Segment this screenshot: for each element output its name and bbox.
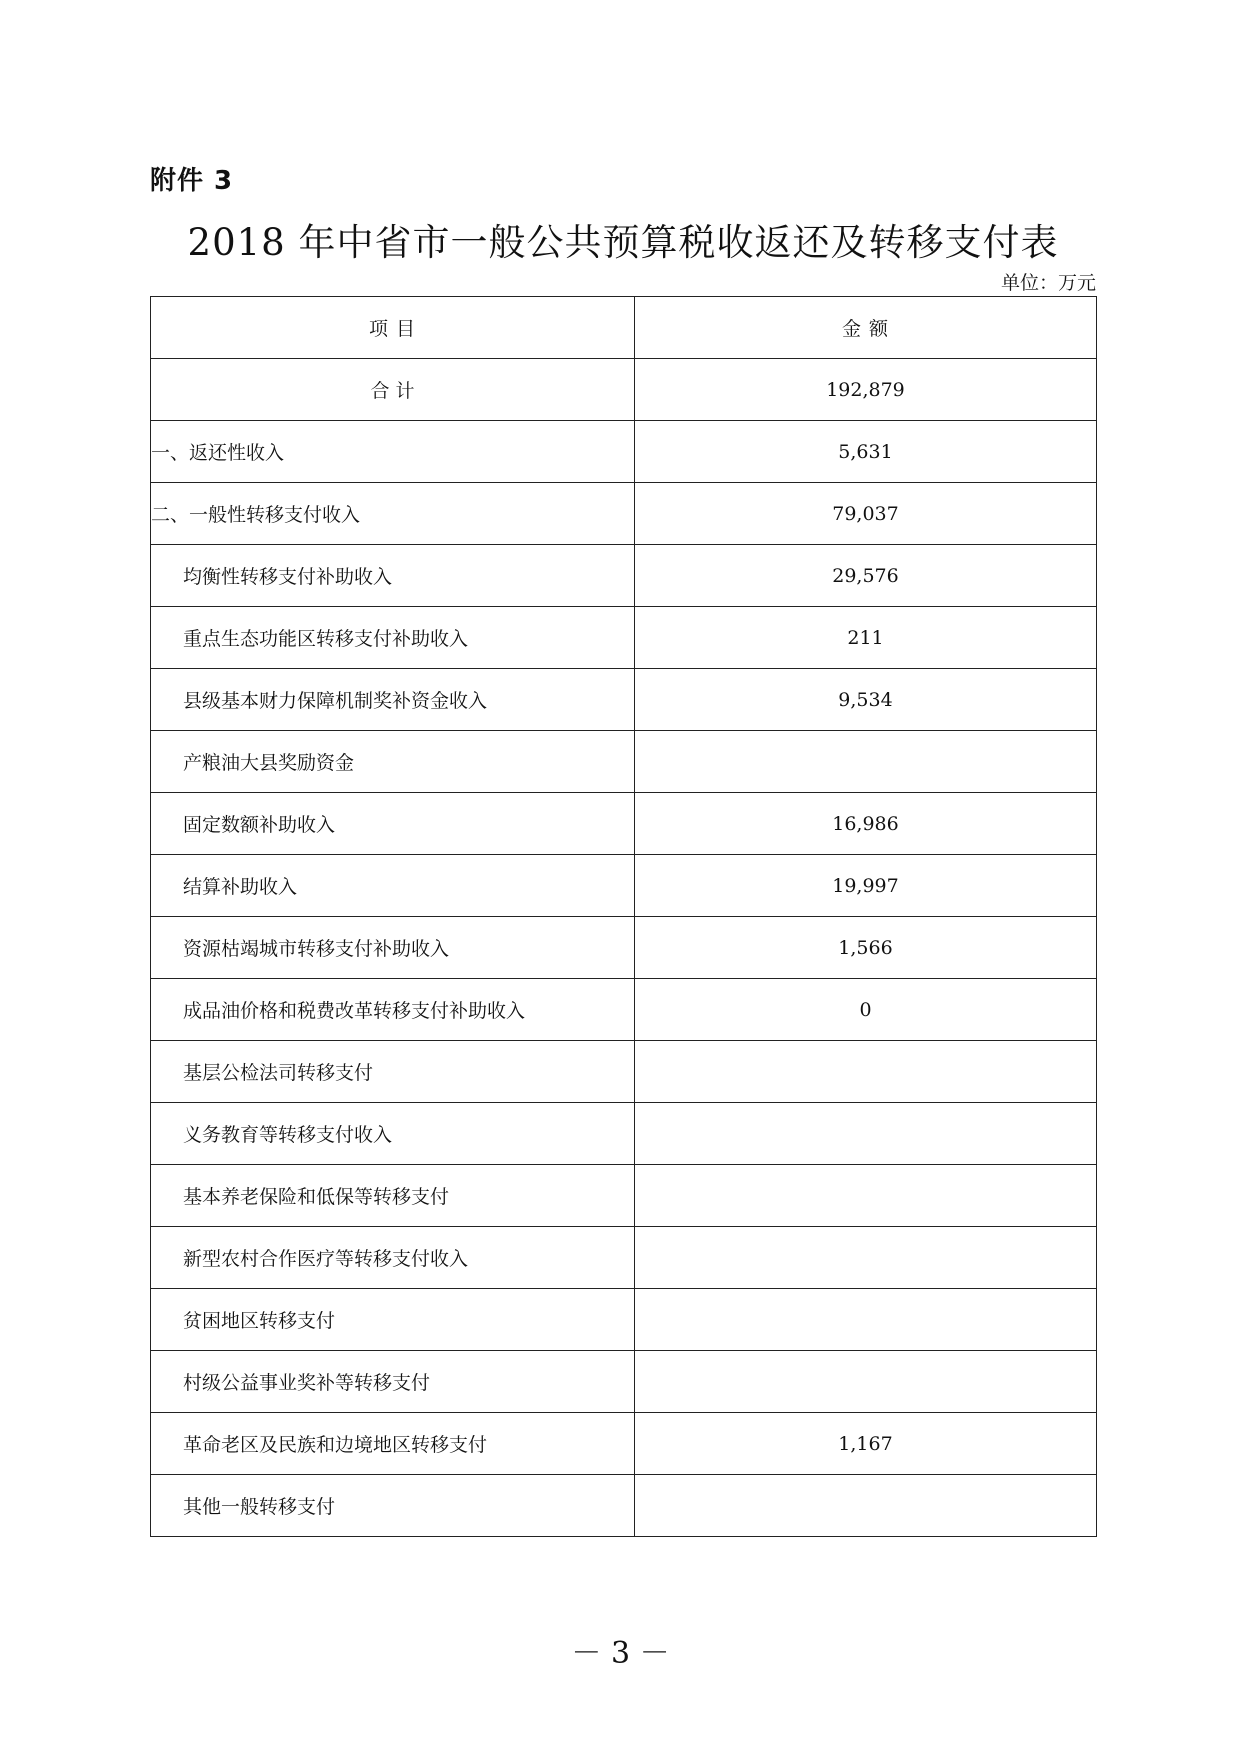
row-amount: 16,986 — [635, 793, 1097, 855]
table-row — [151, 1041, 1097, 1103]
table-row — [151, 1165, 1097, 1227]
row-amount: 9,534 — [635, 669, 1097, 731]
row-amount: 1,167 — [635, 1413, 1097, 1475]
row-item: 固定数额补助收入 — [151, 793, 635, 855]
attachment-label: 附件 3 — [150, 166, 234, 196]
row-item: 革命老区及民族和边境地区转移支付 — [151, 1413, 635, 1475]
row-item: 义务教育等转移支付收入 — [151, 1103, 635, 1165]
row-amount — [635, 1165, 1097, 1227]
row-amount: 1,566 — [635, 917, 1097, 979]
row-item: 资源枯竭城市转移支付补助收入 — [151, 917, 635, 979]
table-row — [151, 483, 1097, 545]
table-header-row — [151, 297, 1097, 359]
row-amount: 29,576 — [635, 545, 1097, 607]
row-item: 重点生态功能区转移支付补助收入 — [151, 607, 635, 669]
page-title: 2018 年中省市一般公共预算税收返还及转移支付表 — [187, 221, 1059, 264]
row-amount: 192,879 — [635, 359, 1097, 421]
row-item: 合 计 — [151, 359, 635, 421]
row-item: 均衡性转移支付补助收入 — [151, 545, 635, 607]
table-row — [151, 731, 1097, 793]
table-row — [151, 1289, 1097, 1351]
row-item: 产粮油大县奖励资金 — [151, 731, 635, 793]
unit-label: 单位：万元 — [1000, 272, 1096, 294]
table-row — [151, 979, 1097, 1041]
table-row — [151, 1351, 1097, 1413]
table-row — [151, 545, 1097, 607]
row-item: 县级基本财力保障机制奖补资金收入 — [151, 669, 635, 731]
row-amount — [635, 1227, 1097, 1289]
column-header-amount: 金 额 — [635, 297, 1097, 359]
row-item: 基层公检法司转移支付 — [151, 1041, 635, 1103]
row-item: 新型农村合作医疗等转移支付收入 — [151, 1227, 635, 1289]
table-row — [151, 917, 1097, 979]
column-header-item: 项 目 — [151, 297, 635, 359]
row-amount: 19,997 — [635, 855, 1097, 917]
row-amount: 5,631 — [635, 421, 1097, 483]
table-row — [151, 1103, 1097, 1165]
row-amount: 211 — [635, 607, 1097, 669]
row-item: 一、返还性收入 — [151, 421, 635, 483]
table-row — [151, 1475, 1097, 1537]
row-amount — [635, 1475, 1097, 1537]
row-item: 结算补助收入 — [151, 855, 635, 917]
table-row — [151, 669, 1097, 731]
table-row — [151, 421, 1097, 483]
row-item: 其他一般转移支付 — [151, 1475, 635, 1537]
table-row — [151, 1413, 1097, 1475]
table-row — [151, 1227, 1097, 1289]
row-item: 村级公益事业奖补等转移支付 — [151, 1351, 635, 1413]
row-amount: 79,037 — [635, 483, 1097, 545]
row-item: 贫困地区转移支付 — [151, 1289, 635, 1351]
row-item: 成品油价格和税费改革转移支付补助收入 — [151, 979, 635, 1041]
table-row-total — [151, 359, 1097, 421]
budget-table — [150, 296, 1097, 1537]
table-row — [151, 607, 1097, 669]
row-item: 基本养老保险和低保等转移支付 — [151, 1165, 635, 1227]
row-amount — [635, 1351, 1097, 1413]
row-amount — [635, 1041, 1097, 1103]
row-amount — [635, 1289, 1097, 1351]
page-number: － 3 － — [571, 1636, 670, 1671]
row-amount — [635, 1103, 1097, 1165]
table-row — [151, 855, 1097, 917]
row-amount: 0 — [635, 979, 1097, 1041]
row-item: 二、一般性转移支付收入 — [151, 483, 635, 545]
row-amount — [635, 731, 1097, 793]
table-row — [151, 793, 1097, 855]
